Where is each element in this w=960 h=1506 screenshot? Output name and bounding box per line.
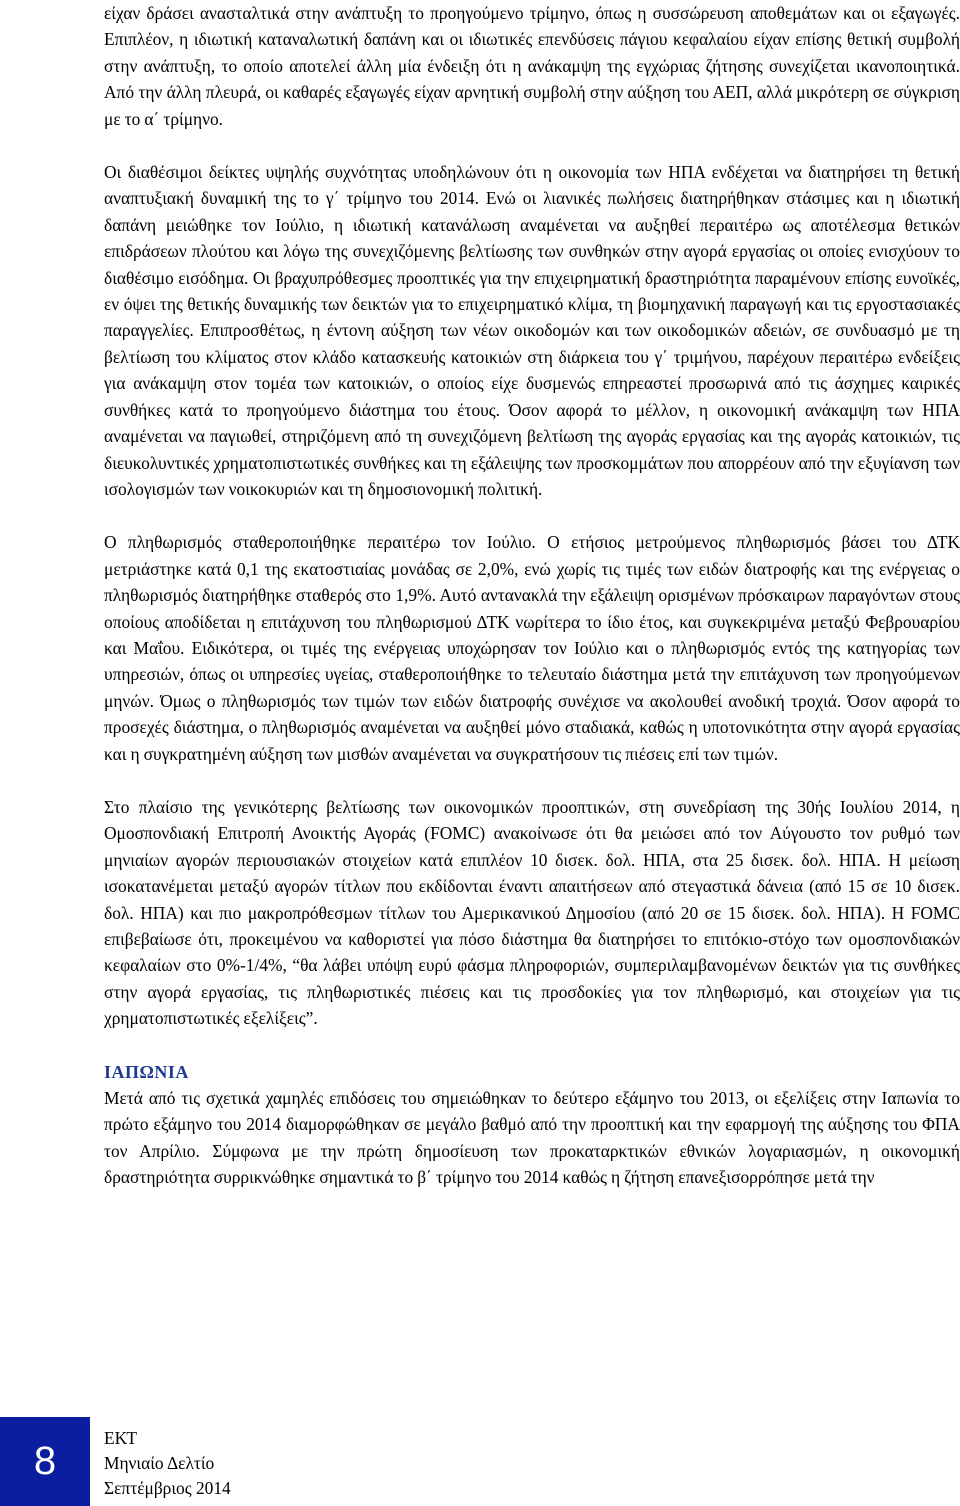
- paragraph-japan: Μετά από τις σχετικά χαμηλές επιδόσεις του σημειώθηκαν το δεύτερο εξάμηνο του 2013, οι εξελίξεις στην Ιαπωνία το πρώτο εξάμηνο του 2014 διαμορφώθηκαν σε μεγάλο βαθμό από την προοπτική και την εφαρμογή της αύξησης του ΦΠΑ τον Απρίλιο. Σύμφωνα με την πρώτη δημοσίευση των προκαταρκτικών εθνικών λογαριασμών, η οικονομική δραστηριότητα συρρικνώθηκε σημαντικά το β΄ τρίμηνο του 2014 καθώς η ζήτηση επανεξισορρόπησε μετά την: [104, 1088, 960, 1188]
- footer-date: Σεπτέμβριος 2014: [104, 1478, 231, 1498]
- document-body: [104, 0, 960, 1191]
- footer-publication: Μηνιαίο Δελτίο: [104, 1453, 215, 1473]
- paragraph-us-inflation: Ο πληθωρισμός σταθεροποιήθηκε περαιτέρω τον Ιούλιο. Ο ετήσιος μετρούμενος πληθωρισμός βάσει του ΔΤΚ μετριάστηκε κατά 0,1 της εκατοστιαίας μονάδας σε 2,0%, ενώ χωρίς τις τιμές των ειδών διατροφής και της ενέργειας ο πληθωρισμός διατηρήθηκε σταθερός στο 1,9%. Αυτό αντανακλά την εξάλειψη ορισμένων πρόσκαιρων παραγόντων στους οποίους αποδίδεται η επιτάχυνση του πληθωρισμού ΔΤΚ νωρίτερα το ίδιο έτος, και συγκεκριμένα μεταξύ Φεβρουαρίου και Μαΐου. Ειδικότερα, οι τιμές της ενέργειας υποχώρησαν τον Ιούλιο και ο πληθωρισμός εντός της κατηγορίας των υπηρεσιών, όπως οι υπηρεσίες υγείας, σταθεροποιήθηκε το τελευταίο διάστημα μετά την επιτάχυνση των προηγούμενων μηνών. Όμως ο πληθωρισμός των τιμών των ειδών διατροφής συνέχισε να ακολουθεί ανοδική τροχιά. Όσον αφορά το προσεχές διάστημα, ο πληθωρισμός αναμένεται να αυξηθεί μόνο σταδιακά, καθώς η υποτονικότητα στην αγορά εργασίας και η συγκρατημένη αύξηση των μισθών αναμένεται να συγκρατήσουν τις πιέσεις επί των τιμών.: [104, 532, 960, 764]
- page-number: 8: [33, 1439, 57, 1483]
- paragraph-us-growth: είχαν δράσει ανασταλτικά στην ανάπτυξη το προηγούμενο τρίμηνο, όπως η συσσώρευση αποθεμάτων και οι εξαγωγές. Επιπλέον, η ιδιωτική καταναλωτική δαπάνη και οι ιδιωτικές επενδύσεις πάγιου κεφαλαίου είχαν επίσης θετική συμβολή στην ανάπτυξη, το οποίο αποτελεί άλλη μία ένδειξη ότι η ανάκαμψη της εγχώριας ζήτησης συνεχίζεται ικανοποιητικά. Από την άλλη πλευρά, οι καθαρές εξαγωγές είχαν αρνητική συμβολή στην αύξηση του ΑΕΠ, αλλά μικρότερη σε σύγκριση με το α΄ τρίμηνο.: [104, 3, 960, 129]
- footer: [104, 1426, 231, 1501]
- footer-publisher: ΕΚΤ: [104, 1428, 138, 1448]
- page-number-badge: [0, 1417, 90, 1506]
- paragraph-us-indicators: Οι διαθέσιμοι δείκτες υψηλής συχνότητας υποδηλώνουν ότι η οικονομία των ΗΠΑ ενδέχεται να διατηρήσει τη θετική αναπτυξιακή δυναμική της το γ΄ τρίμηνο του 2014. Ενώ οι λιανικές πωλήσεις διατηρήθηκαν στάσιμες και η ιδιωτική δαπάνη μειώθηκε τον Ιούλιο, η ιδιωτική κατανάλωση αναμένεται να αυξηθεί περαιτέρω ως αποτέλεσμα θετικών επιδράσεων πλούτου και λόγω της συνεχιζόμενης βελτίωσης των συνθηκών στην αγορά εργασίας οι οποίες ενισχύουν το διαθέσιμο εισόδημα. Οι βραχυπρόθεσμες προοπτικές για την επιχειρηματική δραστηριότητα παραμένουν επίσης ευνοϊκές, εν όψει της θετικής δυναμικής των δεικτών για το επιχειρηματικό κλίμα, τη βιομηχανική παραγωγή και τις εργοστασιακές παραγγελίες. Επιπροσθέτως, η έντονη αύξηση των νέων οικοδομών και των οικοδομικών αδειών, σε συνδυασμό με τη βελτίωση του κλίματος στον κλάδο κατασκευής κατοικιών στη διάρκεια του γ΄ τριμήνου, παρέχουν περαιτέρω ενδείξεις για ανάκαμψη στον τομέα των κατοικιών, ο οποίος είχε δυσμενώς επηρεαστεί προσωρινά από τις άσχημες καιρικές συνθήκες κατά το προηγούμενο διάστημα του έτους. Όσον αφορά το μέλλον, η οικονομική ανάκαμψη των ΗΠΑ αναμένεται να παγιωθεί, στηριζόμενη από τη συνεχιζόμενη βελτίωση της αγοράς εργασίας και της αγοράς κατοικιών, τις διευκολυντικές χρηματοπιστωτικές συνθήκες και τη εξάλειψης των προσκομμάτων που απορρέουν από την εξυγίανση των ισολογισμών των νοικοκυριών και τη δημοσιονομική πολιτική.: [104, 162, 960, 499]
- paragraph-fomc: Στο πλαίσιο της γενικότερης βελτίωσης των οικονομικών προοπτικών, στη συνεδρίαση της 30ής Ιουλίου 2014, η Ομοσπονδιακή Επιτροπή Ανοικτής Αγοράς (FOMC) ανακοίνωσε ότι θα μειώσει από τον Αύγουστο τον ρυθμό των μηνιαίων αγορών περιουσιακών στοιχείων κατά επιπλέον 10 δισεκ. δολ. ΗΠΑ, στα 25 δισεκ. δολ. ΗΠΑ. Η μείωση ισοκατανέμεται μεταξύ αγορών τίτλων που εκδίδονται έναντι απαιτήσεων από στεγαστικά δάνεια (από 15 σε 10 δισεκ. δολ. ΗΠΑ) και πιο μακροπρόθεσμων τίτλων του Αμερικανικού Δημοσίου (από 20 σε 15 δισεκ. δολ. ΗΠΑ). Η FOMC επιβεβαίωσε ότι, προκειμένου να καθοριστεί για πόσο διάστημα θα διατηρήσει το επιτόκιο-στόχο των ομοσπονδιακών κεφαλαίων στο 0%-1/4%, “θα λάβει υπόψη ευρύ φάσμα πληροφοριών, συμπεριλαμβανομένων δεικτών για τις συνθήκες στην αγορά εργασίας, τις πληθωριστικές πιέσεις και τις προσδοκίες για τον πληθωρισμό, και στοιχείων για τις χρηματοπιστωτικές εξελίξεις”.: [104, 796, 960, 1029]
- section-heading-japan: ΙΑΠΩΝΙΑ: [104, 1061, 189, 1082]
